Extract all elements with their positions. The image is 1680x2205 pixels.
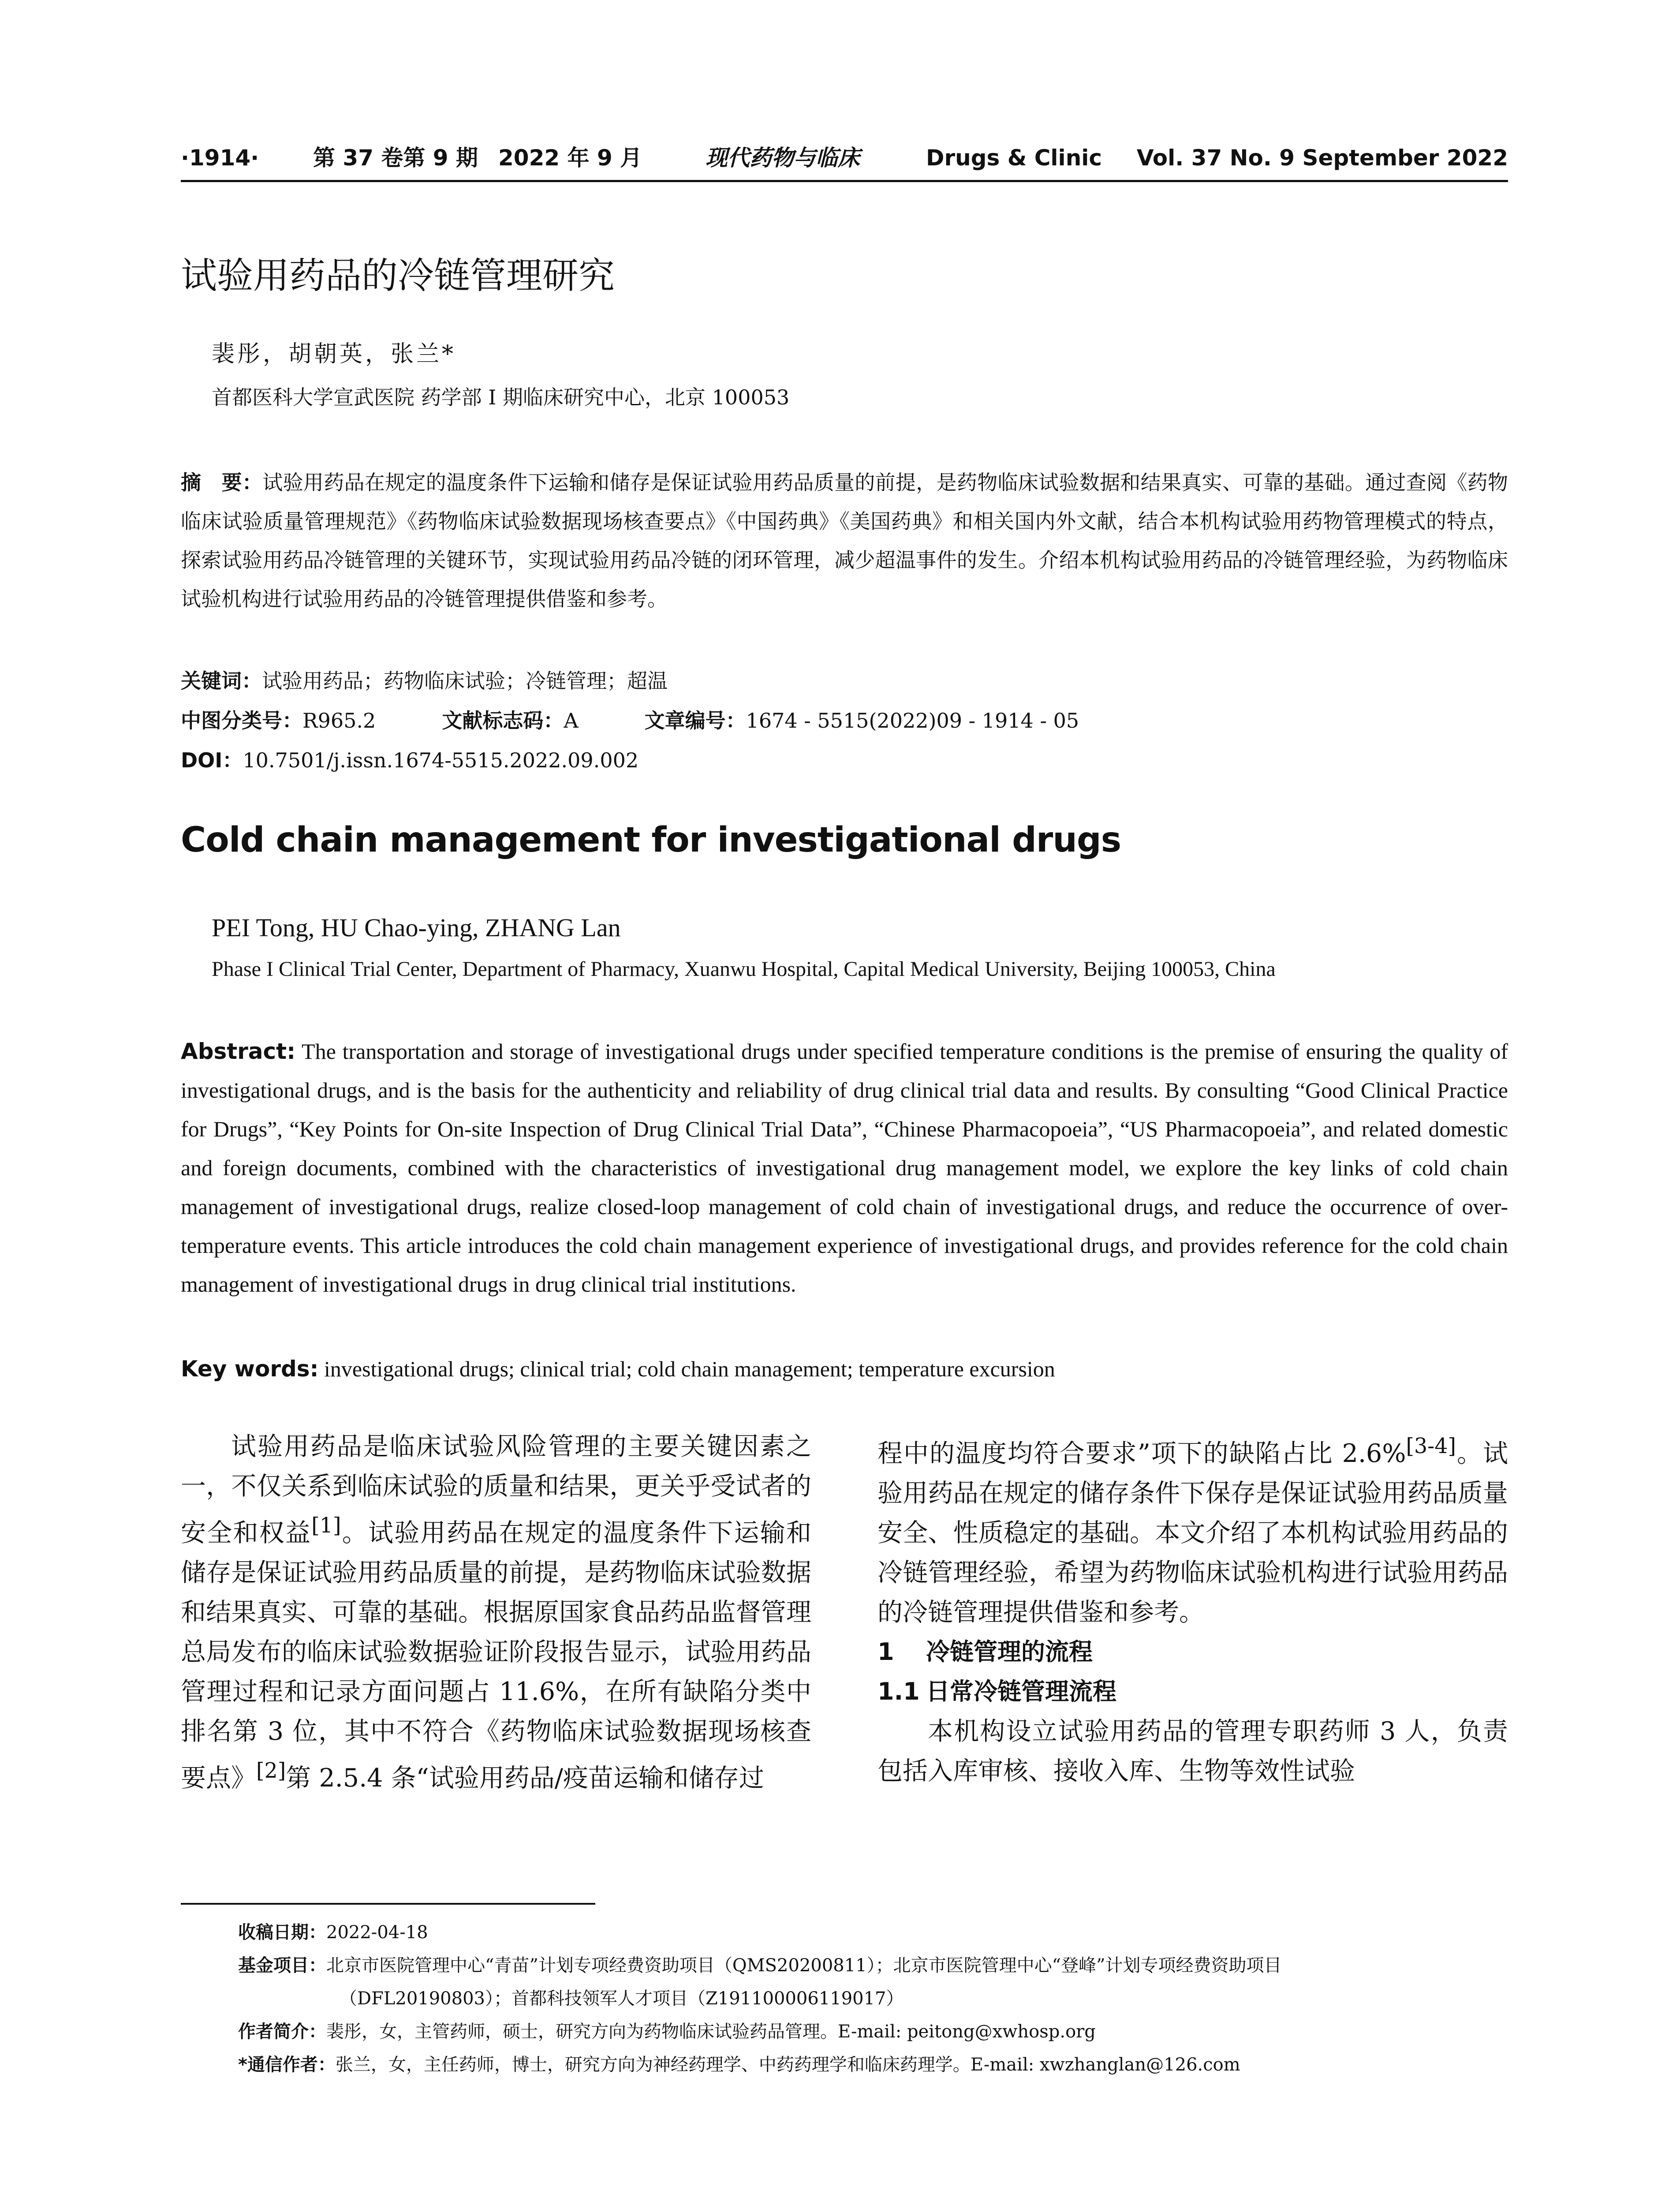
citation[interactable]: [3-4] [1406, 1434, 1456, 1458]
author-bio: 作者简介：裴彤，女，主管药师，硕士，研究方向为药物临床试验药品管理。E-mail: peitong@xwhosp.org [238, 2022, 1096, 2042]
running-header [181, 140, 1508, 182]
page-number: ·1914· [181, 145, 259, 171]
citation[interactable]: [2] [256, 1759, 286, 1783]
doi [181, 741, 1508, 780]
keywords-text-en: investigational drugs; clinical trial; cold chain management; temperature excursion [324, 1357, 1055, 1381]
abstract-text-en: The transportation and storage of investigational drugs under specified temperature conditions is the premise of ensuring the quality of investigational drugs, and is the basis for the authenticity and reliability of drug clinical trial data and results. By consulting “Good Clinical Practice for Drugs”, “Key Points for On-site Inspection of Drug Clinical Trial Data”, “Chinese Pharmacopoeia”, “US Pharmacopoeia”, and related domestic and foreign documents, combined with the characteristics of investigational drug management model, we explore the key links of cold chain management of investigational drugs, realize closed-loop management of cold chain of investigational drugs, and reduce the occurrence of over-temperature events. This article introduces the cold chain management experience of investigational drugs, and provides reference for the cold chain management of investigational drugs in drug clinical trial institutions. [181, 1039, 1508, 1297]
body-paragraph: 本机构设立试验用药品的管理专职药师 3 人，负责包括入库审核、接收入库、生物等效性试验 [877, 1717, 1508, 1786]
keywords-cn [181, 662, 1508, 700]
abstract-label-en: Abstract: [181, 1039, 296, 1064]
journal-name-cn: 现代药物与临床 [706, 145, 860, 171]
keywords-text-cn: 试验用药品；药物临床试验；冷链管理；超温 [262, 669, 668, 693]
abstract-cn [181, 463, 1508, 618]
keywords-label-cn: 关键词： [181, 669, 262, 693]
section-heading-1-1: 1.1 日常冷链管理流程 [877, 1678, 1116, 1705]
body-paragraph: 程中的温度均符合要求”项下的缺陷占比 2.6%[3-4]。试验用药品在规定的储存条件下保存是保证试验用药品质量安全、性质稳定的基础。本文介绍了本机构试验用药品的冷链管理经验，希望为药物临床试验机构进行试验用药品的冷链管理提供借鉴和参考。 [877, 1434, 1508, 1627]
classification-line [181, 701, 1508, 740]
body-column-right [877, 1427, 1508, 1791]
doi-value: 10.7501/j.issn.1674-5515.2022.09.002 [243, 748, 639, 772]
section-heading-1: 1 冷链管理的流程 [877, 1638, 1093, 1666]
journal-name-en: Drugs & Clinic [926, 145, 1102, 171]
abstract-en [181, 1032, 1508, 1304]
affiliation-en: Phase I Clinical Trial Center, Department of Pharmacy, Xuanwu Hospital, Capital Medical University, Beijing 100053, China [212, 957, 1276, 981]
keywords-en [181, 1349, 1508, 1388]
funding: 基金项目：北京市医院管理中心“青苗”计划专项经费资助项目（QMS20200811）；北京市医院管理中心“登峰”计划专项经费资助项目 [238, 1955, 1282, 1976]
article-number: 文章编号：1674 - 5515(2022)09 - 1914 - 05 [644, 709, 1079, 733]
doi-label: DOI： [181, 748, 243, 772]
footnote-divider [181, 1903, 595, 1905]
received-date: 收稿日期：2022-04-18 [238, 1922, 428, 1943]
title-cn: 试验用药品的冷链管理研究 [181, 255, 615, 297]
date-cn: 2022 年 9 月 [498, 145, 642, 171]
volume-cn: 第 37 卷第 9 期 [313, 145, 478, 171]
affiliation-cn: 首都医科大学宣武医院 药学部 I 期临床研究中心，北京 100053 [212, 385, 790, 409]
class-number: 中图分类号：R965.2 [181, 709, 376, 733]
authors-en: PEI Tong, HU Chao-ying, ZHANG Lan [212, 913, 621, 942]
body-paragraph: 试验用药品是临床试验风险管理的主要关键因素之一，不仅关系到临床试验的质量和结果，更关乎受试者的安全和权益[1]。试验用药品在规定的温度条件下运输和储存是保证试验用药品质量的前提，是药物临床试验数据和结果真实、可靠的基础。根据原国家食品药品监督管理总局发布的临床试验数据验证阶段报告显示，试验用药品管理过程和记录方面问题占 11.6%，在所有缺陷分类中排名第 3 位，其中不符合《药物临床试验数据现场核查要点》[2]第 2.5.4 条“试验用药品/疫苗运输和储存过 [181, 1432, 812, 1793]
abstract-text-cn: 试验用药品在规定的温度条件下运输和储存是保证试验用药品质量的前提，是药物临床试验数据和结果真实、可靠的基础。通过查阅《药物临床试验质量管理规范》《药物临床试验数据现场核查要点》《中国药典》《美国药典》和相关国内外文献，结合本机构试验用药物管理模式的特点，探索试验用药品冷链管理的关键环节，实现试验用药品冷链的闭环管理，减少超温事件的发生。介绍本机构试验用药品的冷链管理经验，为药物临床试验机构进行试验用药品的冷链管理提供借鉴和参考。 [181, 471, 1508, 611]
authors-cn: 裴彤，胡朝英，张兰* [212, 341, 456, 367]
keywords-label-en: Key words: [181, 1356, 319, 1382]
document-code: 文献标志码：A [442, 709, 579, 733]
citation[interactable]: [1] [311, 1514, 341, 1538]
footnotes [238, 1916, 1508, 2082]
body-column-left [181, 1427, 811, 1798]
abstract-label-cn: 摘 要： [181, 471, 263, 494]
corresponding-author: *通信作者：张兰，女，主任药师，博士，研究方向为神经药理学、中药药理学和临床药理学。E-mail: xwzhanglan@126.com [238, 2055, 1240, 2075]
funding-continued: （DFL20190803）；首都科技领军人才项目（Z191100006119017） [340, 1988, 904, 2009]
title-en: Cold chain management for investigational drugs [181, 820, 1121, 860]
volume-en: Vol. 37 No. 9 September 2022 [1136, 145, 1508, 171]
